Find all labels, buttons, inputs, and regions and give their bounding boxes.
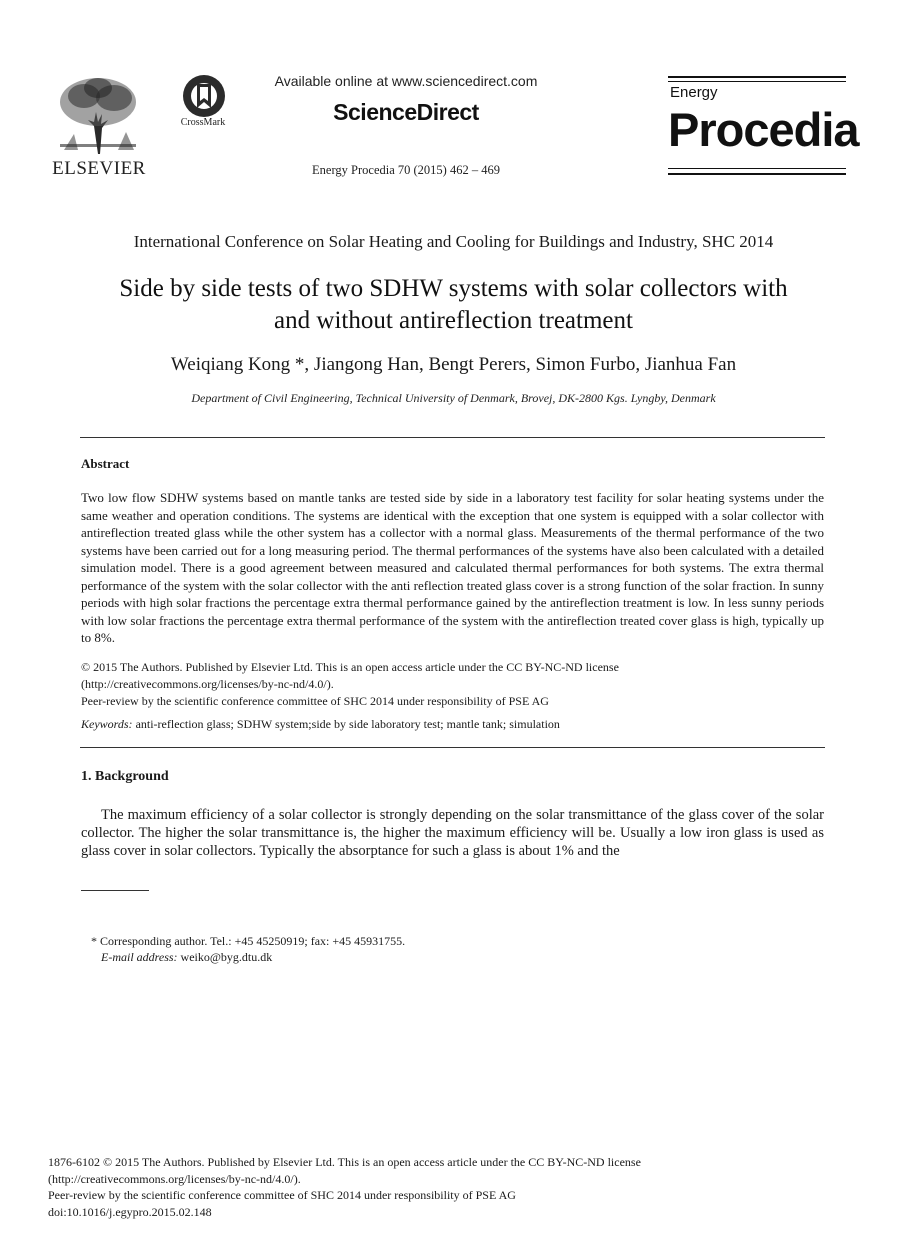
author-list: Weiqiang Kong *, Jiangong Han, Bengt Perers, Simon Furbo, Jianhua Fan	[170, 354, 737, 375]
email-address[interactable]: weiko@byg.dtu.dk	[177, 950, 273, 964]
section-heading-background: 1. Background	[81, 769, 169, 784]
keywords-label: Keywords:	[81, 717, 133, 731]
abstract-text: Two low flow SDHW systems based on mantle tanks are tested side by side in a laboratory test facility for solar heating systems under the same weather and operation conditions. The systems are identical with the exception that one system is equipped with a solar collector with antireflection treated glass while the other system has a collector with a normal glass. Measurements of the thermal performance of the two systems have been carried out for a long measuring period. The thermal performances of the systems have also been calculated with a detailed simulation model. There is a good agreement between measured and calculated thermal performances for both systems. The extra thermal performance of the system with the solar collector with the anti reflection treated glass cover is a strong function of the solar fraction. In sunny periods with high solar fractions the percentage extra thermal performance gained by the antireflection treatment is low. In less sunny periods with low solar fractions the percentage extra thermal performance of the system with the antireflection treated cover glass is high, typically up to 8%.	[81, 490, 824, 645]
divider-top	[80, 437, 825, 438]
bottom-peer-review: Peer-review by the scientific conference committee of SHC 2014 under responsibility of PSE AG	[48, 1188, 516, 1202]
issn-copyright: 1876-6102 © 2015 The Authors. Published by Elsevier Ltd. This is an open access article under the CC BY-NC-ND license	[48, 1155, 641, 1169]
sciencedirect-wordmark: ScienceDirect	[333, 99, 479, 125]
procedia-word: Procedia	[668, 103, 859, 156]
section-text-background: The maximum efficiency of a solar collector is strongly depending on the solar transmittance of the glass cover of the solar collector. The higher the solar transmittance is, the higher the maximum efficiency will be. Usually a low iron glass is used as glass cover in solar collectors. Typically the absorptance for such a glass is about 1% and the	[81, 807, 824, 860]
copyright-notice	[81, 659, 824, 692]
journal-reference: Energy Procedia 70 (2015) 462 – 469	[312, 163, 500, 177]
bottom-notice	[48, 1154, 868, 1220]
footnote-email-line	[91, 949, 405, 965]
peer-review-note: Peer-review by the scientific conference committee of SHC 2014 under responsibility of PSE AG	[81, 694, 549, 708]
keywords	[81, 716, 824, 733]
procedia-rule-top-thin	[668, 81, 846, 82]
keywords-list: anti-reflection glass; SDHW system;side by side laboratory test; mantle tank; simulation	[132, 717, 560, 731]
abstract-heading: Abstract	[81, 456, 130, 471]
copyright-line-1: © 2015 The Authors. Published by Elsevier Ltd. This is an open access article under the CC BY-NC-ND license	[81, 660, 619, 674]
email-label: E-mail address:	[101, 950, 178, 964]
paper-title-line-1: Side by side tests of two SDHW systems with solar collectors with	[119, 275, 788, 302]
elsevier-tree-icon	[54, 74, 142, 156]
energy-procedia-logo	[668, 74, 859, 178]
elsevier-logo	[50, 74, 148, 178]
procedia-rule-top	[668, 76, 846, 78]
doi[interactable]: doi:10.1016/j.egypro.2015.02.148	[48, 1204, 212, 1219]
bottom-license-link[interactable]: (http://creativecommons.org/licenses/by-nc-nd/4.0/).	[48, 1171, 301, 1186]
procedia-energy-word: Energy	[670, 84, 718, 101]
available-online-text: Available online at www.sciencedirect.com	[274, 73, 538, 89]
crossmark-label[interactable]: CrossMark	[180, 117, 226, 128]
paper-title	[60, 273, 847, 337]
procedia-rule-bottom	[668, 173, 846, 175]
corresponding-author-footnote	[91, 933, 405, 965]
procedia-rule-bottom-thin	[668, 168, 846, 169]
footnote-divider	[81, 890, 149, 891]
author-affiliation: Department of Civil Engineering, Technical University of Denmark, Brovej, DK-2800 Kgs. Lyngby, Denmark	[191, 391, 716, 405]
paper-title-line-2: and without antireflection treatment	[274, 307, 633, 334]
license-link[interactable]: (http://creativecommons.org/licenses/by-nc-nd/4.0/).	[81, 676, 334, 691]
divider-bottom	[80, 747, 825, 748]
footnote-contact: * Corresponding author. Tel.: +45 45250919; fax: +45 45931755.	[91, 934, 406, 948]
conference-name: International Conference on Solar Heating and Cooling for Buildings and Industry, SHC 2014	[133, 232, 774, 251]
elsevier-wordmark: ELSEVIER	[52, 158, 146, 179]
